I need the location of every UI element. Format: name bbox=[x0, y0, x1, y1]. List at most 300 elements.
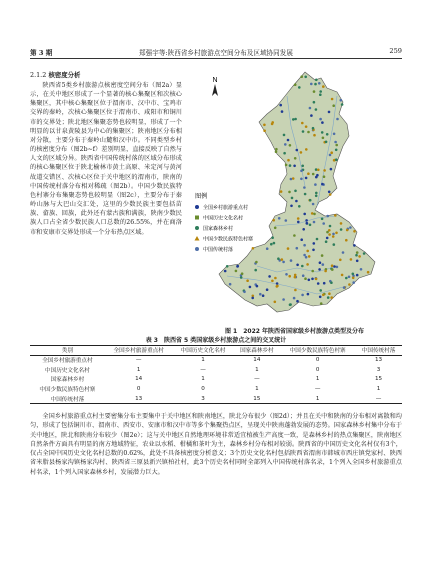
map-point bbox=[313, 242, 316, 245]
map-point bbox=[256, 285, 259, 288]
map-point bbox=[325, 141, 328, 144]
shaanxi-map bbox=[187, 66, 402, 324]
map-point bbox=[356, 274, 359, 277]
map-point bbox=[307, 131, 310, 134]
left-paragraph: 陕西省5类乡村旅游点核密度空间分布（图2a）显示，在关中地区形成了一个显著的核心集聚区和次核心集聚区，其中核心集聚区位于渭南市、汉中市、宝鸡市交界的秦岭，次核心集聚区位于渭南市、咸阳市和铜川市的交界处；陕北地区集聚态势也较明显，形成了一个明显的以甘泉黄陵县为中心的集聚区；陕南地区分布相对分散，主要分布于秦岭山麓和汉中市。不同类型乡村的核密度分布（图2b~f）差别明显，直接反映了自然与人文的区域分异。陕西省中国传统村落的区域分布形成的核心集聚区位于陕北榆林市黄土高原、米定河与黄河故道交错区、次核心区位于关中地区的渭南市，陕南的中国传统村落分布相对稀疏（图2b）。中国少数民族特色村寨分布集聚态势也较明显（图2c），主要分布于秦岭山脉与大巴山交汇处，这里的少数民族主要包括苗族、畲族、回族，此外还有蒙古族和满族，陕南少数民族人口占全省少数民族人口总数的26.55%，并在商洛市和安康市交界处形成一个分布热点区域。 bbox=[30, 82, 182, 236]
map-point bbox=[319, 118, 322, 121]
table-cell: 1 bbox=[315, 395, 320, 402]
map-point bbox=[331, 264, 334, 267]
map-point bbox=[322, 263, 325, 266]
map-point bbox=[300, 151, 303, 154]
body-text bbox=[30, 412, 402, 477]
map-point bbox=[304, 76, 307, 79]
legend-item bbox=[195, 236, 254, 243]
map-point bbox=[252, 247, 255, 250]
map-point bbox=[331, 268, 334, 271]
map-point bbox=[283, 134, 286, 137]
map-point bbox=[300, 238, 303, 241]
legend-item bbox=[195, 225, 233, 232]
map-point bbox=[284, 143, 287, 146]
map-point bbox=[314, 183, 317, 186]
map-point bbox=[224, 270, 227, 273]
map-point bbox=[288, 275, 291, 278]
map-figure bbox=[187, 66, 402, 324]
map-point bbox=[321, 183, 324, 186]
table-row bbox=[30, 355, 402, 365]
legend-items bbox=[195, 204, 254, 253]
map-point bbox=[356, 251, 359, 254]
page-number: 259 bbox=[389, 47, 402, 55]
table-cell: 0 bbox=[315, 357, 320, 364]
table-cell: 1 bbox=[201, 357, 205, 364]
map-point bbox=[315, 192, 318, 195]
map-point bbox=[363, 252, 366, 255]
map-point bbox=[333, 133, 336, 136]
map-point bbox=[321, 254, 324, 257]
map-point bbox=[352, 273, 355, 276]
map-point bbox=[306, 222, 309, 225]
map-point bbox=[296, 264, 299, 267]
section-number: 2.1.2 bbox=[30, 71, 47, 79]
table-row bbox=[30, 365, 402, 375]
map-point bbox=[274, 227, 277, 230]
map-point bbox=[276, 285, 279, 288]
map-point bbox=[333, 265, 336, 268]
table-cell: 中国历史文化名村 bbox=[45, 367, 90, 374]
map-point bbox=[333, 159, 336, 162]
map-point bbox=[294, 118, 297, 121]
map-point bbox=[321, 121, 324, 124]
map-point bbox=[349, 226, 352, 229]
legend-symbol-icon bbox=[195, 226, 199, 230]
map-point bbox=[236, 265, 239, 268]
figure-caption: 图 1 2022 年陕西省国家级乡村旅游点类型及分布 bbox=[224, 328, 365, 335]
map-point bbox=[306, 250, 309, 253]
map-point bbox=[315, 278, 318, 281]
map-point bbox=[353, 230, 356, 233]
table-cell: 0 bbox=[136, 386, 141, 393]
map-point bbox=[270, 243, 273, 246]
map-point bbox=[300, 75, 303, 78]
map-point bbox=[285, 273, 288, 276]
table-cell: 3 bbox=[376, 366, 381, 373]
map-point bbox=[226, 265, 229, 268]
map-point bbox=[315, 79, 318, 82]
map-point bbox=[313, 101, 316, 104]
map-point bbox=[335, 144, 338, 147]
map-point bbox=[312, 249, 315, 252]
map-point bbox=[317, 282, 320, 285]
map-point bbox=[323, 175, 326, 178]
legend-symbol-icon bbox=[195, 247, 199, 251]
legend-label: 中国历史文化名村 bbox=[203, 215, 244, 222]
map-point bbox=[328, 233, 331, 236]
map-point bbox=[312, 203, 315, 206]
map-point bbox=[302, 130, 305, 133]
map-point bbox=[311, 212, 314, 215]
section-heading bbox=[30, 70, 80, 79]
map-point bbox=[334, 141, 337, 144]
map-point bbox=[297, 217, 300, 220]
map-point bbox=[304, 193, 307, 196]
map-point bbox=[266, 247, 269, 250]
map-point bbox=[317, 169, 320, 172]
map-point bbox=[300, 170, 303, 173]
map-point bbox=[328, 191, 331, 194]
map-point bbox=[332, 233, 335, 236]
map-point bbox=[249, 286, 252, 289]
map-point bbox=[312, 173, 315, 176]
map-point bbox=[332, 104, 335, 107]
map-point bbox=[331, 98, 334, 101]
map-point bbox=[307, 172, 310, 175]
header-cell: 中国少数民族特色村寨 bbox=[289, 348, 346, 355]
map-point bbox=[330, 151, 333, 154]
map-point bbox=[283, 152, 286, 155]
table-cell: 国家森林乡村 bbox=[50, 377, 85, 384]
map-point bbox=[289, 303, 292, 306]
map-point bbox=[303, 244, 306, 247]
map-point bbox=[319, 90, 322, 93]
map-point bbox=[281, 258, 284, 261]
map-point bbox=[291, 197, 294, 200]
map-point bbox=[326, 133, 329, 136]
map-point bbox=[303, 213, 306, 216]
table-cell: 全国乡村旅游重点村 bbox=[42, 358, 93, 365]
map-point bbox=[259, 293, 262, 296]
map-point bbox=[358, 255, 361, 258]
map-point bbox=[306, 263, 309, 266]
map-point bbox=[309, 224, 312, 227]
map-point bbox=[330, 168, 333, 171]
table-cell: — bbox=[200, 366, 206, 373]
map-point bbox=[319, 296, 322, 299]
map-point bbox=[301, 122, 304, 125]
map-point bbox=[311, 278, 314, 281]
table-cell: 14 bbox=[253, 357, 261, 364]
north-arrow-icon bbox=[212, 84, 218, 96]
map-point bbox=[301, 165, 304, 168]
map-point bbox=[266, 288, 269, 291]
map-point bbox=[301, 265, 304, 268]
table-cell: 0 bbox=[201, 386, 205, 393]
map-point bbox=[321, 131, 324, 134]
map-point bbox=[345, 239, 348, 242]
map-point bbox=[287, 139, 290, 142]
north-arrow bbox=[212, 77, 218, 96]
map-point bbox=[323, 282, 326, 285]
map-point bbox=[281, 110, 284, 113]
map-point bbox=[268, 275, 271, 278]
map-point bbox=[287, 247, 290, 250]
left-column-text bbox=[30, 81, 182, 237]
map-point bbox=[289, 164, 292, 167]
map-point bbox=[318, 82, 321, 85]
map-point bbox=[336, 118, 339, 121]
map-point bbox=[323, 169, 326, 172]
map-point bbox=[274, 301, 277, 304]
map-point bbox=[243, 291, 246, 294]
map-point bbox=[314, 83, 317, 86]
map-point bbox=[340, 99, 343, 102]
table-cell: 1 bbox=[201, 376, 205, 383]
map-point bbox=[298, 205, 301, 208]
map-point bbox=[293, 234, 296, 237]
map-point bbox=[305, 256, 308, 259]
map-point bbox=[282, 261, 285, 264]
map-point bbox=[315, 168, 318, 171]
map-point bbox=[294, 289, 297, 292]
map-point bbox=[313, 90, 316, 93]
map-point bbox=[335, 158, 338, 161]
map-point bbox=[334, 214, 337, 217]
map-point bbox=[313, 213, 316, 216]
map-point bbox=[255, 261, 258, 264]
table-cell: 1 bbox=[315, 376, 320, 383]
table-cell: 13 bbox=[374, 357, 383, 364]
table-cell: 14 bbox=[135, 376, 143, 383]
map-point bbox=[312, 127, 315, 130]
map-point bbox=[352, 277, 355, 280]
map-point bbox=[308, 255, 311, 258]
map-point bbox=[329, 193, 332, 196]
header-cell: 全国乡村旅游重点村 bbox=[113, 348, 164, 355]
table-header-row bbox=[30, 346, 402, 356]
table-cell: 15 bbox=[253, 395, 261, 402]
table-cell: — bbox=[375, 395, 382, 402]
map-point bbox=[346, 229, 349, 232]
map-point bbox=[287, 159, 290, 162]
table-row bbox=[30, 384, 402, 394]
map-point bbox=[322, 85, 325, 88]
map-point bbox=[292, 177, 295, 180]
map-point bbox=[273, 242, 276, 245]
map-point bbox=[310, 114, 313, 117]
map-point bbox=[326, 215, 329, 218]
map-point bbox=[289, 144, 292, 147]
map-point bbox=[235, 270, 238, 273]
map-point bbox=[318, 268, 321, 271]
map-point bbox=[343, 286, 346, 289]
map-point bbox=[262, 294, 265, 297]
map-point bbox=[339, 259, 342, 262]
map-point bbox=[304, 277, 307, 280]
table-cell: 13 bbox=[135, 395, 143, 402]
table-cell: 15 bbox=[374, 376, 383, 383]
map-point bbox=[308, 279, 311, 282]
table-row bbox=[30, 375, 402, 385]
map-point bbox=[315, 195, 318, 198]
table-cell: 1 bbox=[376, 386, 381, 393]
map-point bbox=[290, 259, 293, 262]
map-point bbox=[263, 129, 266, 132]
map-point bbox=[271, 123, 274, 126]
map-point bbox=[360, 268, 363, 271]
map-point bbox=[246, 279, 249, 282]
header-cell: 类别 bbox=[61, 348, 73, 355]
map-point bbox=[342, 251, 345, 254]
map-point bbox=[279, 104, 282, 107]
table-cell: 1 bbox=[255, 366, 259, 373]
map-point bbox=[319, 261, 322, 264]
map-point bbox=[322, 137, 325, 140]
map-point bbox=[305, 219, 308, 222]
map-point bbox=[294, 157, 297, 160]
map-point bbox=[313, 221, 316, 224]
section-title: 核密度分析 bbox=[48, 71, 81, 79]
map-point bbox=[292, 118, 295, 121]
map-point bbox=[301, 294, 304, 297]
map-point bbox=[290, 178, 293, 181]
header-cell: 中国历史文化名村 bbox=[180, 348, 226, 355]
map-point bbox=[367, 271, 370, 274]
legend-label: 全国乡村旅游重点村 bbox=[203, 205, 249, 211]
map-point bbox=[272, 219, 275, 222]
map-point bbox=[275, 148, 278, 151]
map-point bbox=[322, 294, 325, 297]
map-point bbox=[326, 231, 329, 234]
map-point bbox=[352, 281, 355, 284]
map-point bbox=[322, 222, 325, 225]
table-cell: — bbox=[314, 386, 321, 393]
legend-label: 中国少数民族特色村寨 bbox=[203, 236, 254, 243]
map-point bbox=[280, 190, 283, 193]
body-paragraph: 全国乡村旅游重点村主要密集分布主要集中于关中地区和陕南地区，陕北分布很少（图2d）；并且在关中和陕南的分布相对离散和均匀，形成了包括铜川市、渭南市、西安市、安康市和汉中市等多个集聚热点区，呈现关中陕南蓬勃发展的态势。国家森林乡村集中分布于关中地区，陕北和陕南分布较少（图2e）；这与关中地区自然地理环境非常适宜植被生产高度一致，是森林乡村的热点集聚区，陕南地区自然条件方面具有明显的南方地域特征，农业以水稻、柑橘和茶叶为主，森林乡村分布相对较弱。陕西省的中国历史文化名村仅有3个，仅占全国中国历史文化名村总数的0.62%，此处不具备核密度分析意义；3个历史文化名村包括陕西省渭南市韩城市西庄镇党家村、陕西省米脂县杨家沟镇杨家沟村、陕西省三原县新兴镇柏社村，此3个历史名村同时全部列入中国传统村落名录，1个列入全国乡村旅游重点村名录，1个列入国家森林乡村，发展潜力巨大。 bbox=[30, 413, 402, 476]
map-point bbox=[296, 300, 299, 303]
map-point bbox=[325, 240, 328, 243]
map-point bbox=[285, 164, 288, 167]
map-point bbox=[293, 297, 296, 300]
map-point bbox=[309, 107, 312, 110]
map-point bbox=[278, 217, 281, 220]
table-cell: — bbox=[254, 376, 260, 383]
map-point bbox=[303, 254, 306, 257]
map-point bbox=[271, 236, 274, 239]
map-point bbox=[319, 289, 322, 292]
map-point bbox=[305, 148, 308, 151]
map-point bbox=[321, 218, 324, 221]
map-point bbox=[320, 302, 323, 305]
map-point bbox=[277, 257, 280, 260]
map-point bbox=[329, 154, 332, 157]
table-cell: 1 bbox=[255, 386, 259, 393]
map-point bbox=[240, 276, 243, 279]
map-point bbox=[294, 83, 297, 86]
running-header bbox=[30, 44, 402, 58]
map-point bbox=[348, 283, 351, 286]
legend-symbol-icon bbox=[195, 205, 199, 209]
map-point bbox=[307, 293, 310, 296]
map-point bbox=[330, 281, 333, 284]
map-point bbox=[271, 280, 274, 283]
legend-item bbox=[195, 246, 233, 253]
map-point bbox=[311, 270, 314, 273]
header-rule bbox=[30, 58, 402, 59]
map-point bbox=[333, 243, 336, 246]
map-point bbox=[330, 296, 333, 299]
map-point bbox=[341, 103, 344, 106]
map-point bbox=[294, 274, 297, 277]
map-point bbox=[326, 237, 329, 240]
table-cell: 中国少数民族特色村寨 bbox=[39, 387, 96, 394]
table-cell: 0 bbox=[315, 366, 320, 373]
map-point bbox=[340, 222, 343, 225]
map-point bbox=[305, 177, 308, 180]
map-point bbox=[309, 199, 312, 202]
map-point bbox=[353, 244, 356, 247]
map-point bbox=[297, 221, 300, 224]
map-point bbox=[356, 260, 359, 263]
header-cell: 国家森林乡村 bbox=[240, 348, 274, 355]
map-point bbox=[229, 283, 232, 286]
table-caption: 表 3 陕西省 5 类国家级乡村旅游点之间的交叉统计 bbox=[145, 337, 287, 344]
cross-table bbox=[30, 345, 402, 404]
legend-item bbox=[195, 215, 243, 222]
map-point bbox=[348, 276, 351, 279]
map-point bbox=[290, 205, 293, 208]
north-label: N bbox=[212, 77, 218, 84]
map-point bbox=[263, 124, 266, 127]
map-point bbox=[302, 274, 305, 277]
legend-title: 图例 bbox=[195, 193, 208, 200]
legend-symbol-icon bbox=[195, 236, 200, 241]
map-point bbox=[305, 125, 308, 128]
table-cell: 中国传统村落 bbox=[50, 396, 85, 403]
map-point bbox=[294, 276, 297, 279]
map-point bbox=[328, 111, 331, 114]
map-point bbox=[328, 292, 331, 295]
map-point bbox=[288, 191, 291, 194]
map-point bbox=[315, 176, 318, 179]
map-point bbox=[329, 225, 332, 228]
legend-symbol-icon bbox=[195, 216, 199, 220]
map-point bbox=[335, 149, 338, 152]
map-legend bbox=[195, 192, 254, 253]
map-point bbox=[313, 134, 316, 137]
map-point bbox=[315, 108, 318, 111]
map-point bbox=[276, 282, 279, 285]
map-point bbox=[251, 297, 254, 300]
map-point bbox=[298, 86, 301, 89]
legend-label: 国家森林乡村 bbox=[203, 226, 234, 232]
running-title: 郑强宇等:陕西省乡村旅游点空间分布及区域协同发展 bbox=[139, 49, 293, 57]
map-point bbox=[274, 277, 277, 280]
map-point bbox=[324, 270, 327, 273]
map-point bbox=[341, 274, 344, 277]
map-point bbox=[294, 190, 297, 193]
map-point bbox=[335, 232, 338, 235]
map-point bbox=[282, 298, 285, 301]
map-point bbox=[310, 83, 313, 86]
map-point bbox=[345, 277, 348, 280]
map-point bbox=[340, 228, 343, 231]
province-outline bbox=[219, 72, 375, 312]
table-row bbox=[30, 394, 402, 404]
map-point bbox=[336, 266, 339, 269]
map-point bbox=[241, 272, 244, 275]
map-point bbox=[350, 258, 353, 261]
header-cell: 中国传统村落 bbox=[361, 348, 396, 355]
map-point bbox=[319, 93, 322, 96]
map-point bbox=[303, 186, 306, 189]
map-point bbox=[332, 235, 335, 238]
map-point bbox=[296, 247, 299, 250]
map-point bbox=[316, 238, 319, 241]
map-point bbox=[275, 151, 278, 154]
legend-item bbox=[195, 204, 248, 211]
table-cell: 3 bbox=[201, 395, 205, 402]
map-point bbox=[327, 296, 330, 299]
